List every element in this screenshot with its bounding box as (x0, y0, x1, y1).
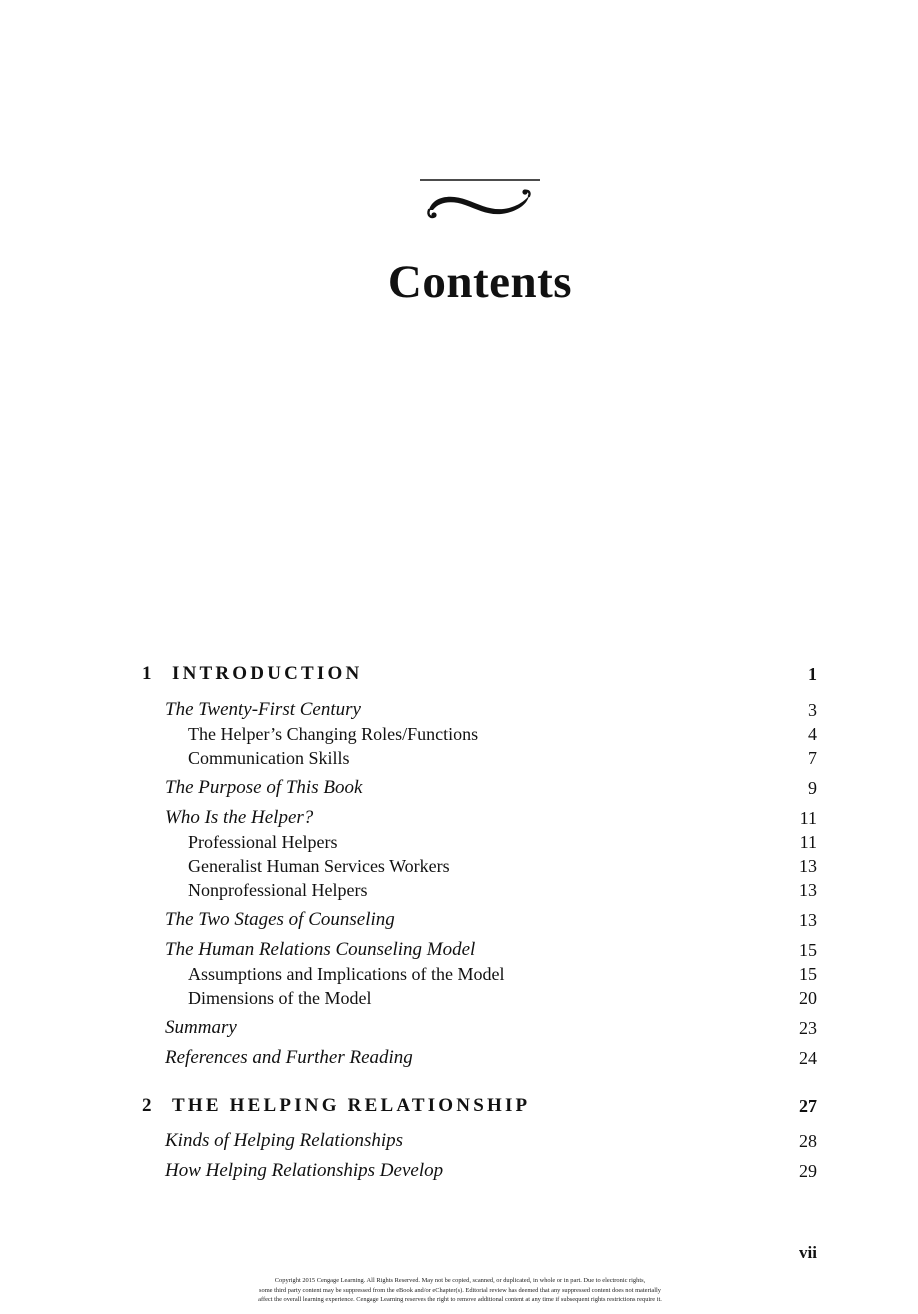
toc-subsection[interactable] (0, 722, 918, 746)
copyright-line: Copyright 2015 Cengage Learning. All Rights Reserved. May not be copied, scanned, or duplicated, in whole or in part. Due to electronic rights, (274, 1277, 646, 1284)
toc-section[interactable] (0, 806, 918, 830)
subsection-title: Professional Helpers (188, 832, 338, 852)
subsection-title: Generalist Human Services Workers (188, 856, 450, 876)
page-number: 7 (808, 748, 817, 768)
copyright-line: affect the overall learning experience. Cengage Learning reserves the right to remove additional content at any time if subsequent rights restrictions require it. (258, 1296, 662, 1303)
section-title: References and Further Reading (165, 1047, 413, 1068)
page-number: 13 (799, 910, 817, 930)
toc-subsection[interactable] (0, 962, 918, 986)
page-number: 29 (799, 1161, 817, 1181)
page-number: 11 (799, 808, 817, 828)
page-number: 11 (799, 832, 817, 852)
page-number: 1 (808, 664, 817, 684)
chapter-number: 2 (142, 1095, 152, 1116)
page-title: Contents (387, 256, 573, 308)
page-number: 23 (799, 1018, 817, 1038)
toc-section[interactable] (0, 776, 918, 800)
toc-chapter[interactable] (0, 662, 918, 686)
toc-section[interactable] (0, 938, 918, 962)
toc-subsection[interactable] (0, 986, 918, 1010)
folio-page-number: vii (799, 1243, 817, 1262)
section-title: The Purpose of This Book (165, 777, 363, 798)
subsection-title: Nonprofessional Helpers (188, 880, 368, 900)
toc-section[interactable] (0, 698, 918, 722)
page-number: 13 (799, 880, 817, 900)
page-number: 28 (799, 1131, 817, 1151)
subsection-title: Assumptions and Implications of the Model (188, 964, 505, 984)
toc-section[interactable] (0, 908, 918, 932)
page-number: 3 (808, 700, 817, 720)
page-number: 15 (799, 940, 817, 960)
section-title: Who Is the Helper? (165, 807, 314, 828)
toc-subsection[interactable] (0, 830, 918, 854)
chapter-title: THE HELPING RELATIONSHIP (172, 1095, 531, 1116)
copyright-line: some third party content may be suppressed from the eBook and/or eChapter(s). Editorial review has deemed that any suppressed content does not materially (259, 1286, 661, 1294)
page-number: 15 (799, 964, 817, 984)
page-number: 27 (799, 1096, 817, 1116)
subsection-title: The Helper’s Changing Roles/Functions (188, 724, 479, 744)
toc-section[interactable] (0, 1016, 918, 1040)
page-number: 4 (808, 724, 817, 744)
toc-section[interactable] (0, 1046, 918, 1070)
page-number: 20 (799, 988, 817, 1008)
toc-section[interactable] (0, 1159, 918, 1183)
page-number: 24 (799, 1048, 817, 1068)
section-title: The Two Stages of Counseling (165, 909, 395, 930)
section-title: The Twenty-First Century (165, 699, 361, 720)
toc-chapter[interactable] (0, 1094, 918, 1118)
page-number: 13 (799, 856, 817, 876)
section-title: Kinds of Helping Relationships (165, 1130, 404, 1151)
page-number: 9 (808, 778, 817, 798)
section-title: How Helping Relationships Develop (165, 1160, 444, 1181)
toc-subsection[interactable] (0, 878, 918, 902)
section-title: Summary (165, 1017, 237, 1038)
toc-section[interactable] (0, 1129, 918, 1153)
toc-subsection[interactable] (0, 746, 918, 770)
subsection-title: Communication Skills (188, 748, 350, 768)
toc-subsection[interactable] (0, 854, 918, 878)
copyright-notice (190, 1276, 730, 1305)
chapter-number: 1 (142, 663, 152, 684)
section-title: The Human Relations Counseling Model (165, 939, 476, 960)
chapter-title: INTRODUCTION (172, 663, 363, 684)
subsection-title: Dimensions of the Model (188, 988, 372, 1008)
